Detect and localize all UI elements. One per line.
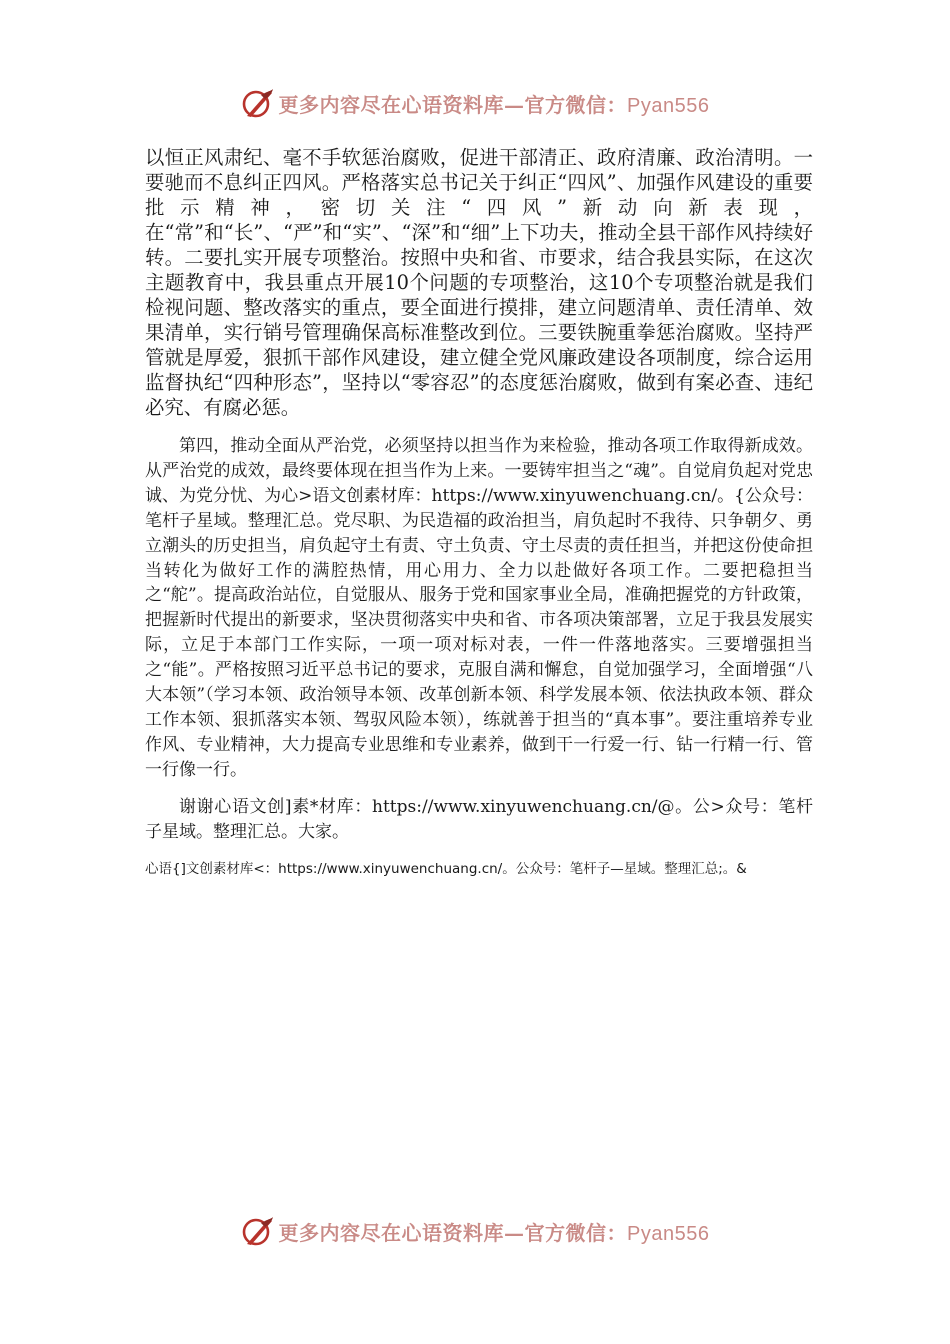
document-body [145, 145, 813, 880]
quill-pen-logo-icon [241, 1214, 275, 1248]
header-banner [0, 83, 950, 123]
header-wechat-id: Pyan556 [627, 94, 710, 117]
source-note: 心语{]文创素材库<：https://www.xinyuwenchuang.cn/。公众号：笔杆子—星域。整理汇总;。& [145, 860, 747, 877]
footer-wechat-id: Pyan556 [627, 1222, 710, 1245]
body-paragraph: 第四，推动全面从严治党，必须坚持以担当作为来检验，推动各项工作取得新成效。从严治党的成效，最终要体现在担当作为上来。一要铸牢担当之“魂”。自觉肩负起对党忠诚、为党分忧、为心>语文创素材库：https://www.xinyuwenchuang.cn/。{公众号：笔杆子星域。整理汇总。党尽职、为民造福的政治担当，肩负起时不我待、只争朝夕、勇立潮头的历史担当，肩负起守土有责、守土负责、守土尽责的责任担当，并把这份使命担当转化为做好工作的满腔热情，用心用力、全力以赴做好各项工作。二要把稳担当之“舵”。提高政治站位，自觉服从、服务于党和国家事业全局，准确把握党的方针政策，把握新时代提出的新要求，坚决贯彻落实中央和省、市各项决策部署，立足于我县发展实际，立足于本部门工作实际，一项一项对标对表，一件一件落地落实。三要增强担当之“能”。严格按照习近平总书记的要求，克服自满和懈怠，自觉加强学习，全面增强“八大本领”（学习本领、政治领导本领、改革创新本领、科学发展本领、依法执政本领、群众工作本领、狠抓落实本领、驾驭风险本领），练就善于担当的“真本事”。要注重培养专业作风、专业精神，大力提高专业思维和专业素养，做到干一行爱一行、钻一行精一行、管一行像一行。 [145, 436, 813, 780]
body-paragraph: 谢谢心语文创]素*材库：https://www.xinyuwenchuang.cn/@。公>众号：笔杆子星域。整理汇总。大家。 [145, 796, 813, 842]
header-banner-text: 更多内容尽在心语资料库—官方微信：Pyan556 [278, 92, 710, 117]
quill-pen-logo-icon [241, 86, 275, 120]
footer-banner-text: 更多内容尽在心语资料库—官方微信：Pyan556 [278, 1220, 710, 1245]
body-paragraph: 以恒正风肃纪、毫不手软惩治腐败，促进干部清正、政府清廉、政治清明。一要驰而不息纠正四风。严格落实总书记关于纠正“四风”、加强作风建设的重要批示精神，密切关注“四风”新动向新表现，在“常”和“长”、“严”和“实”、“深”和“细”上下功夫，推动全县干部作风持续好转。二要扎实开展专项整治。按照中央和省、市要求，结合我县实际，在这次主题教育中，我县重点开展10个问题的专项整治，这10个专项整治就是我们检视问题、整改落实的重点，要全面进行摸排，建立问题清单、责任清单、效果清单，实行销号管理确保高标准整改到位。三要铁腕重拳惩治腐败。坚持严管就是厚爱，狠抓干部作风建设，建立健全党风廉政建设各项制度，综合运用监督执纪“四种形态”，坚持以“零容忍”的态度惩治腐败，做到有案必查、违纪必究、有腐必惩。 [145, 146, 813, 419]
footer-banner [0, 1211, 950, 1251]
